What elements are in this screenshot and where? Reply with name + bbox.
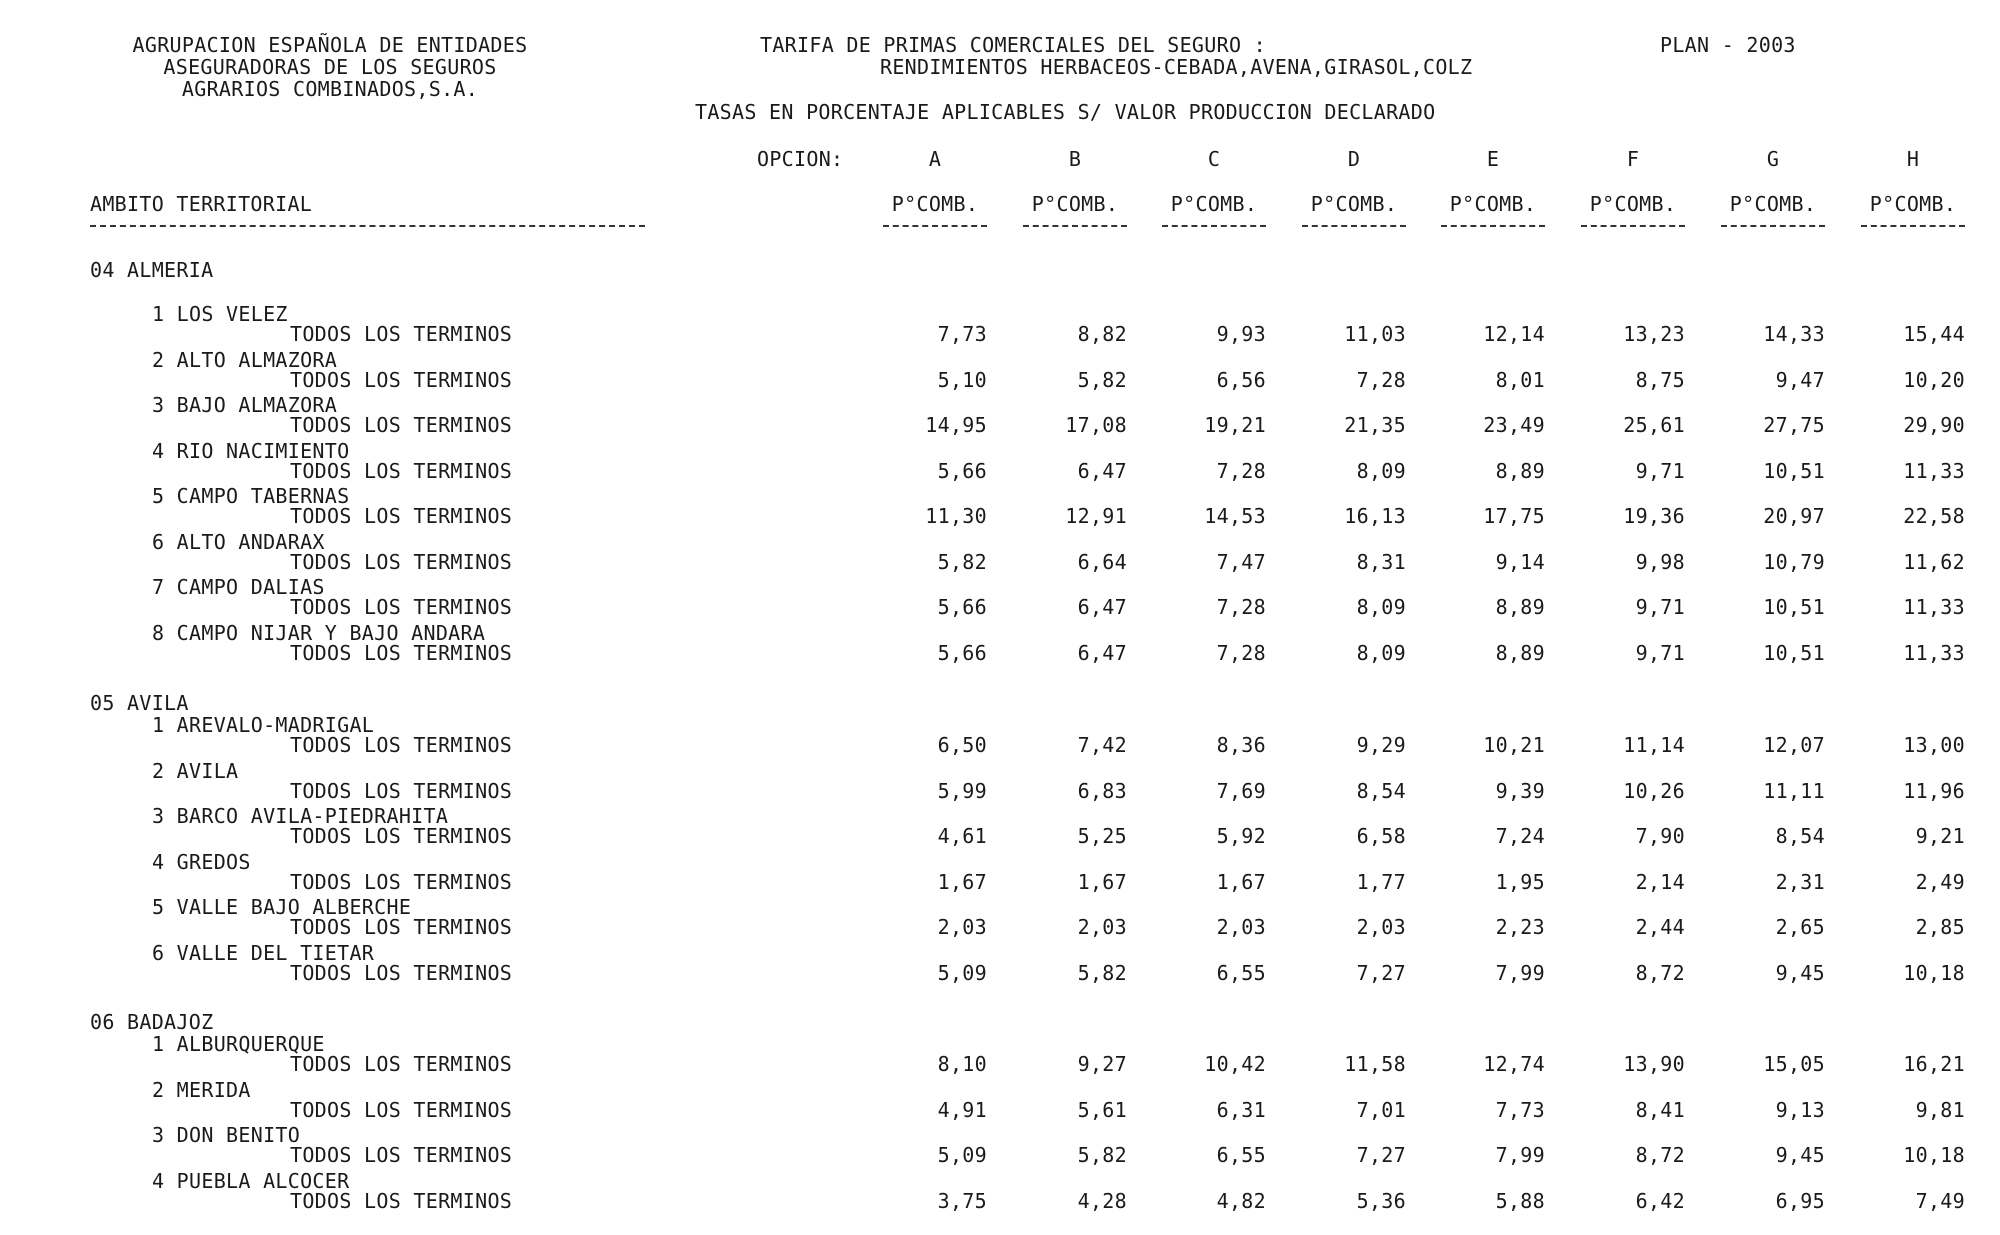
rate-cell-g: 8,54 <box>1775 824 1825 848</box>
terms-label: TODOS LOS TERMINOS <box>290 1097 513 1122</box>
rate-cell-d: 2,03 <box>1356 915 1406 939</box>
rate-cell-h: 7,49 <box>1915 1188 1965 1213</box>
column-underline-c <box>1162 225 1266 227</box>
rate-cell-b: 12,91 <box>1065 504 1127 528</box>
rate-cell-g: 6,95 <box>1775 1188 1825 1213</box>
comarca-name: 6 VALLE DEL TIETAR <box>152 940 375 965</box>
rate-cell-h: 13,00 <box>1903 733 1965 757</box>
rate-cell-f: 13,90 <box>1623 1052 1685 1076</box>
rate-cell-d: 21,35 <box>1344 413 1406 437</box>
rate-cell-a: 5,66 <box>937 640 987 665</box>
rate-cell-b: 6,47 <box>1077 595 1127 619</box>
column-underline-h <box>1861 225 1965 227</box>
column-header-e: P°COMB. <box>1449 192 1537 216</box>
rate-cell-b: 6,47 <box>1077 458 1127 483</box>
comarca-name: 1 LOS VELEZ <box>152 302 288 326</box>
rate-cell-e: 1,95 <box>1495 869 1545 894</box>
rate-cell-e: 9,39 <box>1495 778 1545 803</box>
rate-cell-f: 8,75 <box>1635 367 1685 392</box>
rate-cell-h: 29,90 <box>1903 413 1965 437</box>
terms-label: TODOS LOS TERMINOS <box>290 960 513 985</box>
rate-cell-f: 6,42 <box>1635 1188 1685 1213</box>
rate-cell-a: 14,95 <box>925 413 987 437</box>
province-heading: 06 BADAJOZ <box>90 1010 214 1034</box>
rate-cell-f: 9,98 <box>1635 549 1685 574</box>
rate-cell-b: 5,61 <box>1077 1097 1127 1122</box>
comarca-name: 2 MERIDA <box>152 1077 251 1102</box>
column-underline-f <box>1581 225 1685 227</box>
rate-cell-h: 11,96 <box>1903 778 1965 803</box>
rate-cell-e: 23,49 <box>1483 413 1545 437</box>
rate-cell-g: 9,45 <box>1775 960 1825 985</box>
rate-cell-e: 2,23 <box>1495 915 1545 939</box>
rate-cell-d: 7,27 <box>1356 960 1406 985</box>
rate-cell-a: 1,67 <box>937 869 987 894</box>
rate-cell-c: 10,42 <box>1204 1052 1266 1076</box>
rate-cell-h: 10,18 <box>1903 960 1965 985</box>
rate-cell-b: 6,47 <box>1077 640 1127 665</box>
rate-cell-g: 27,75 <box>1763 413 1825 437</box>
rate-cell-g: 20,97 <box>1763 504 1825 528</box>
column-header-f: P°COMB. <box>1589 192 1677 216</box>
rate-cell-h: 16,21 <box>1903 1052 1965 1076</box>
option-g: G <box>1766 147 1780 171</box>
terms-label: TODOS LOS TERMINOS <box>290 504 513 528</box>
rate-cell-b: 5,82 <box>1077 1143 1127 1167</box>
rate-cell-a: 4,61 <box>937 824 987 848</box>
rate-cell-b: 5,82 <box>1077 367 1127 392</box>
rate-cell-e: 5,88 <box>1495 1188 1545 1213</box>
rate-cell-c: 6,56 <box>1216 367 1266 392</box>
comarca-name: 3 DON BENITO <box>152 1123 301 1147</box>
terms-label: TODOS LOS TERMINOS <box>290 869 513 894</box>
rate-cell-c: 6,55 <box>1216 1143 1266 1167</box>
column-underline-a <box>883 225 987 227</box>
option-d: D <box>1347 147 1361 171</box>
rate-cell-d: 7,01 <box>1356 1097 1406 1122</box>
rate-cell-h: 11,33 <box>1903 640 1965 665</box>
rate-cell-g: 15,05 <box>1763 1052 1825 1076</box>
rate-cell-a: 5,99 <box>937 778 987 803</box>
rate-cell-f: 8,72 <box>1635 1143 1685 1167</box>
option-c: C <box>1207 147 1221 171</box>
rate-cell-f: 13,23 <box>1623 322 1685 346</box>
scope-underline <box>90 225 645 227</box>
rate-cell-e: 7,73 <box>1495 1097 1545 1122</box>
rate-cell-b: 5,25 <box>1077 824 1127 848</box>
rate-cell-h: 9,21 <box>1915 824 1965 848</box>
rate-cell-h: 15,44 <box>1903 322 1965 346</box>
rate-cell-a: 5,09 <box>937 1143 987 1167</box>
rate-cell-a: 7,73 <box>937 322 987 346</box>
comarca-name: 3 BARCO AVILA-PIEDRAHITA <box>152 804 449 828</box>
rate-cell-h: 11,33 <box>1903 458 1965 483</box>
rate-cell-e: 12,74 <box>1483 1052 1545 1076</box>
province-heading: 04 ALMERIA <box>90 258 214 282</box>
rate-cell-d: 8,31 <box>1356 549 1406 574</box>
rate-cell-c: 8,36 <box>1216 733 1266 757</box>
rate-cell-b: 8,82 <box>1077 322 1127 346</box>
rate-cell-e: 7,99 <box>1495 1143 1545 1167</box>
comarca-name: 5 VALLE BAJO ALBERCHE <box>152 895 412 919</box>
terms-label: TODOS LOS TERMINOS <box>290 778 513 803</box>
rates-note: TASAS EN PORCENTAJE APLICABLES S/ VALOR PRODUCCION DECLARADO <box>695 100 1436 124</box>
terms-label: TODOS LOS TERMINOS <box>290 458 513 483</box>
rate-cell-g: 10,51 <box>1763 458 1825 483</box>
comarca-name: 1 ALBURQUERQUE <box>152 1032 325 1056</box>
rate-cell-e: 8,89 <box>1495 640 1545 665</box>
rate-cell-c: 9,93 <box>1216 322 1266 346</box>
terms-label: TODOS LOS TERMINOS <box>290 322 513 346</box>
rate-cell-g: 11,11 <box>1763 778 1825 803</box>
comarca-name: 8 CAMPO NIJAR Y BAJO ANDARA <box>152 620 486 645</box>
rate-cell-g: 2,31 <box>1775 869 1825 894</box>
rate-cell-f: 11,14 <box>1623 733 1685 757</box>
rate-cell-e: 7,24 <box>1495 824 1545 848</box>
column-header-g: P°COMB. <box>1729 192 1817 216</box>
rate-cell-f: 8,72 <box>1635 960 1685 985</box>
rate-cell-b: 9,27 <box>1077 1052 1127 1076</box>
comarca-name: 6 ALTO ANDARAX <box>152 529 325 554</box>
terms-label: TODOS LOS TERMINOS <box>290 915 513 939</box>
terms-label: TODOS LOS TERMINOS <box>290 733 513 757</box>
rate-cell-a: 8,10 <box>937 1052 987 1076</box>
rate-cell-d: 11,03 <box>1344 322 1406 346</box>
rate-cell-g: 10,51 <box>1763 640 1825 665</box>
rate-cell-f: 7,90 <box>1635 824 1685 848</box>
rate-cell-d: 8,09 <box>1356 595 1406 619</box>
rate-cell-d: 7,28 <box>1356 367 1406 392</box>
rate-cell-a: 5,66 <box>937 458 987 483</box>
rate-cell-b: 6,83 <box>1077 778 1127 803</box>
rate-cell-h: 10,20 <box>1903 367 1965 392</box>
terms-label: TODOS LOS TERMINOS <box>290 1143 513 1167</box>
rate-cell-b: 6,64 <box>1077 549 1127 574</box>
rate-cell-b: 5,82 <box>1077 960 1127 985</box>
rate-cell-d: 6,58 <box>1356 824 1406 848</box>
rate-cell-e: 12,14 <box>1483 322 1545 346</box>
rate-cell-g: 9,13 <box>1775 1097 1825 1122</box>
option-h: H <box>1906 147 1920 171</box>
rate-cell-f: 9,71 <box>1635 640 1685 665</box>
rate-cell-d: 7,27 <box>1356 1143 1406 1167</box>
option-b: B <box>1068 147 1082 171</box>
rate-cell-a: 5,09 <box>937 960 987 985</box>
rate-cell-h: 11,33 <box>1903 595 1965 619</box>
rate-cell-c: 4,82 <box>1216 1188 1266 1213</box>
org-line-2: ASEGURADORAS DE LOS SEGUROS <box>163 55 497 79</box>
rate-cell-b: 17,08 <box>1065 413 1127 437</box>
rate-cell-d: 8,09 <box>1356 458 1406 483</box>
rate-cell-f: 25,61 <box>1623 413 1685 437</box>
rate-cell-h: 2,49 <box>1915 869 1965 894</box>
column-underline-b <box>1023 225 1127 227</box>
rate-cell-c: 2,03 <box>1216 915 1266 939</box>
terms-label: TODOS LOS TERMINOS <box>290 413 513 437</box>
rate-cell-f: 9,71 <box>1635 458 1685 483</box>
rate-cell-d: 11,58 <box>1344 1052 1406 1076</box>
rate-cell-d: 8,54 <box>1356 778 1406 803</box>
column-header-d: P°COMB. <box>1310 192 1398 216</box>
rate-cell-c: 19,21 <box>1204 413 1266 437</box>
rate-cell-g: 9,45 <box>1775 1143 1825 1167</box>
terms-label: TODOS LOS TERMINOS <box>290 367 513 392</box>
terms-label: TODOS LOS TERMINOS <box>290 1188 513 1213</box>
comarca-name: 1 AREVALO-MADRIGAL <box>152 713 375 737</box>
rate-cell-d: 8,09 <box>1356 640 1406 665</box>
column-underline-e <box>1441 225 1545 227</box>
rate-cell-g: 2,65 <box>1775 915 1825 939</box>
rate-cell-g: 12,07 <box>1763 733 1825 757</box>
tariff-title: TARIFA DE PRIMAS COMERCIALES DEL SEGURO : <box>760 33 1266 57</box>
rate-cell-f: 19,36 <box>1623 504 1685 528</box>
terms-label: TODOS LOS TERMINOS <box>290 824 513 848</box>
tariff-subtitle: RENDIMIENTOS HERBACEOS-CEBADA,AVENA,GIRASOL,COLZ <box>880 55 1473 79</box>
rate-cell-g: 9,47 <box>1775 367 1825 392</box>
rate-cell-c: 7,28 <box>1216 640 1266 665</box>
option-label: OPCION: <box>757 147 844 171</box>
rate-cell-h: 10,18 <box>1903 1143 1965 1167</box>
rate-cell-d: 9,29 <box>1356 733 1406 757</box>
comarca-name: 2 AVILA <box>152 758 239 783</box>
rate-cell-f: 8,41 <box>1635 1097 1685 1122</box>
rate-cell-b: 4,28 <box>1077 1188 1127 1213</box>
rate-cell-a: 5,10 <box>937 367 987 392</box>
scope-label: AMBITO TERRITORIAL <box>90 192 313 216</box>
rate-cell-c: 7,28 <box>1216 595 1266 619</box>
column-header-h: P°COMB. <box>1869 192 1957 216</box>
column-header-c: P°COMB. <box>1170 192 1258 216</box>
province-heading: 05 AVILA <box>90 691 189 715</box>
column-header-a: P°COMB. <box>891 192 979 216</box>
terms-label: TODOS LOS TERMINOS <box>290 549 513 574</box>
rate-cell-c: 1,67 <box>1216 869 1266 894</box>
rate-cell-b: 1,67 <box>1077 869 1127 894</box>
rate-cell-h: 9,81 <box>1915 1097 1965 1122</box>
comarca-name: 5 CAMPO TABERNAS <box>152 484 350 508</box>
terms-label: TODOS LOS TERMINOS <box>290 595 513 619</box>
terms-label: TODOS LOS TERMINOS <box>290 640 513 665</box>
rate-cell-c: 7,69 <box>1216 778 1266 803</box>
rate-cell-e: 9,14 <box>1495 549 1545 574</box>
rate-cell-c: 14,53 <box>1204 504 1266 528</box>
option-a: A <box>928 147 942 171</box>
rate-cell-b: 2,03 <box>1077 915 1127 939</box>
rate-cell-c: 7,47 <box>1216 549 1266 574</box>
rate-cell-d: 1,77 <box>1356 869 1406 894</box>
rate-cell-h: 11,62 <box>1903 549 1965 574</box>
rate-cell-c: 6,31 <box>1216 1097 1266 1122</box>
rate-cell-d: 5,36 <box>1356 1188 1406 1213</box>
column-header-b: P°COMB. <box>1031 192 1119 216</box>
rate-cell-a: 6,50 <box>937 733 987 757</box>
rate-cell-f: 2,14 <box>1635 869 1685 894</box>
rate-cell-e: 17,75 <box>1483 504 1545 528</box>
comarca-name: 3 BAJO ALMAZORA <box>152 393 338 417</box>
comarca-name: 4 RIO NACIMIENTO <box>152 438 350 463</box>
rate-cell-e: 7,99 <box>1495 960 1545 985</box>
rate-cell-a: 11,30 <box>925 504 987 528</box>
rate-cell-c: 6,55 <box>1216 960 1266 985</box>
rate-cell-f: 2,44 <box>1635 915 1685 939</box>
comarca-name: 4 GREDOS <box>152 849 251 874</box>
rate-cell-d: 16,13 <box>1344 504 1406 528</box>
rate-cell-e: 8,89 <box>1495 595 1545 619</box>
rate-cell-e: 10,21 <box>1483 733 1545 757</box>
rate-cell-a: 2,03 <box>937 915 987 939</box>
plan-label: PLAN - 2003 <box>1660 33 1796 57</box>
org-line-1: AGRUPACION ESPAÑOLA DE ENTIDADES <box>132 33 528 57</box>
column-underline-g <box>1721 225 1825 227</box>
rate-cell-e: 8,89 <box>1495 458 1545 483</box>
rate-cell-g: 10,51 <box>1763 595 1825 619</box>
rate-cell-g: 14,33 <box>1763 322 1825 346</box>
option-f: F <box>1626 147 1640 171</box>
comarca-name: 4 PUEBLA ALCOCER <box>152 1168 350 1193</box>
rate-cell-c: 7,28 <box>1216 458 1266 483</box>
rate-cell-h: 2,85 <box>1915 915 1965 939</box>
rate-cell-c: 5,92 <box>1216 824 1266 848</box>
comarca-name: 2 ALTO ALMAZORA <box>152 347 338 372</box>
comarca-name: 7 CAMPO DALIAS <box>152 575 325 599</box>
rate-cell-g: 10,79 <box>1763 549 1825 574</box>
rate-cell-a: 5,66 <box>937 595 987 619</box>
option-e: E <box>1486 147 1500 171</box>
rate-cell-a: 3,75 <box>937 1188 987 1213</box>
rate-cell-f: 9,71 <box>1635 595 1685 619</box>
rate-cell-e: 8,01 <box>1495 367 1545 392</box>
rate-cell-a: 4,91 <box>937 1097 987 1122</box>
org-line-3: AGRARIOS COMBINADOS,S.A. <box>181 77 479 101</box>
rate-cell-h: 22,58 <box>1903 504 1965 528</box>
rate-cell-f: 10,26 <box>1623 778 1685 803</box>
terms-label: TODOS LOS TERMINOS <box>290 1052 513 1076</box>
column-underline-d <box>1302 225 1406 227</box>
rate-cell-a: 5,82 <box>937 549 987 574</box>
rate-cell-b: 7,42 <box>1077 733 1127 757</box>
